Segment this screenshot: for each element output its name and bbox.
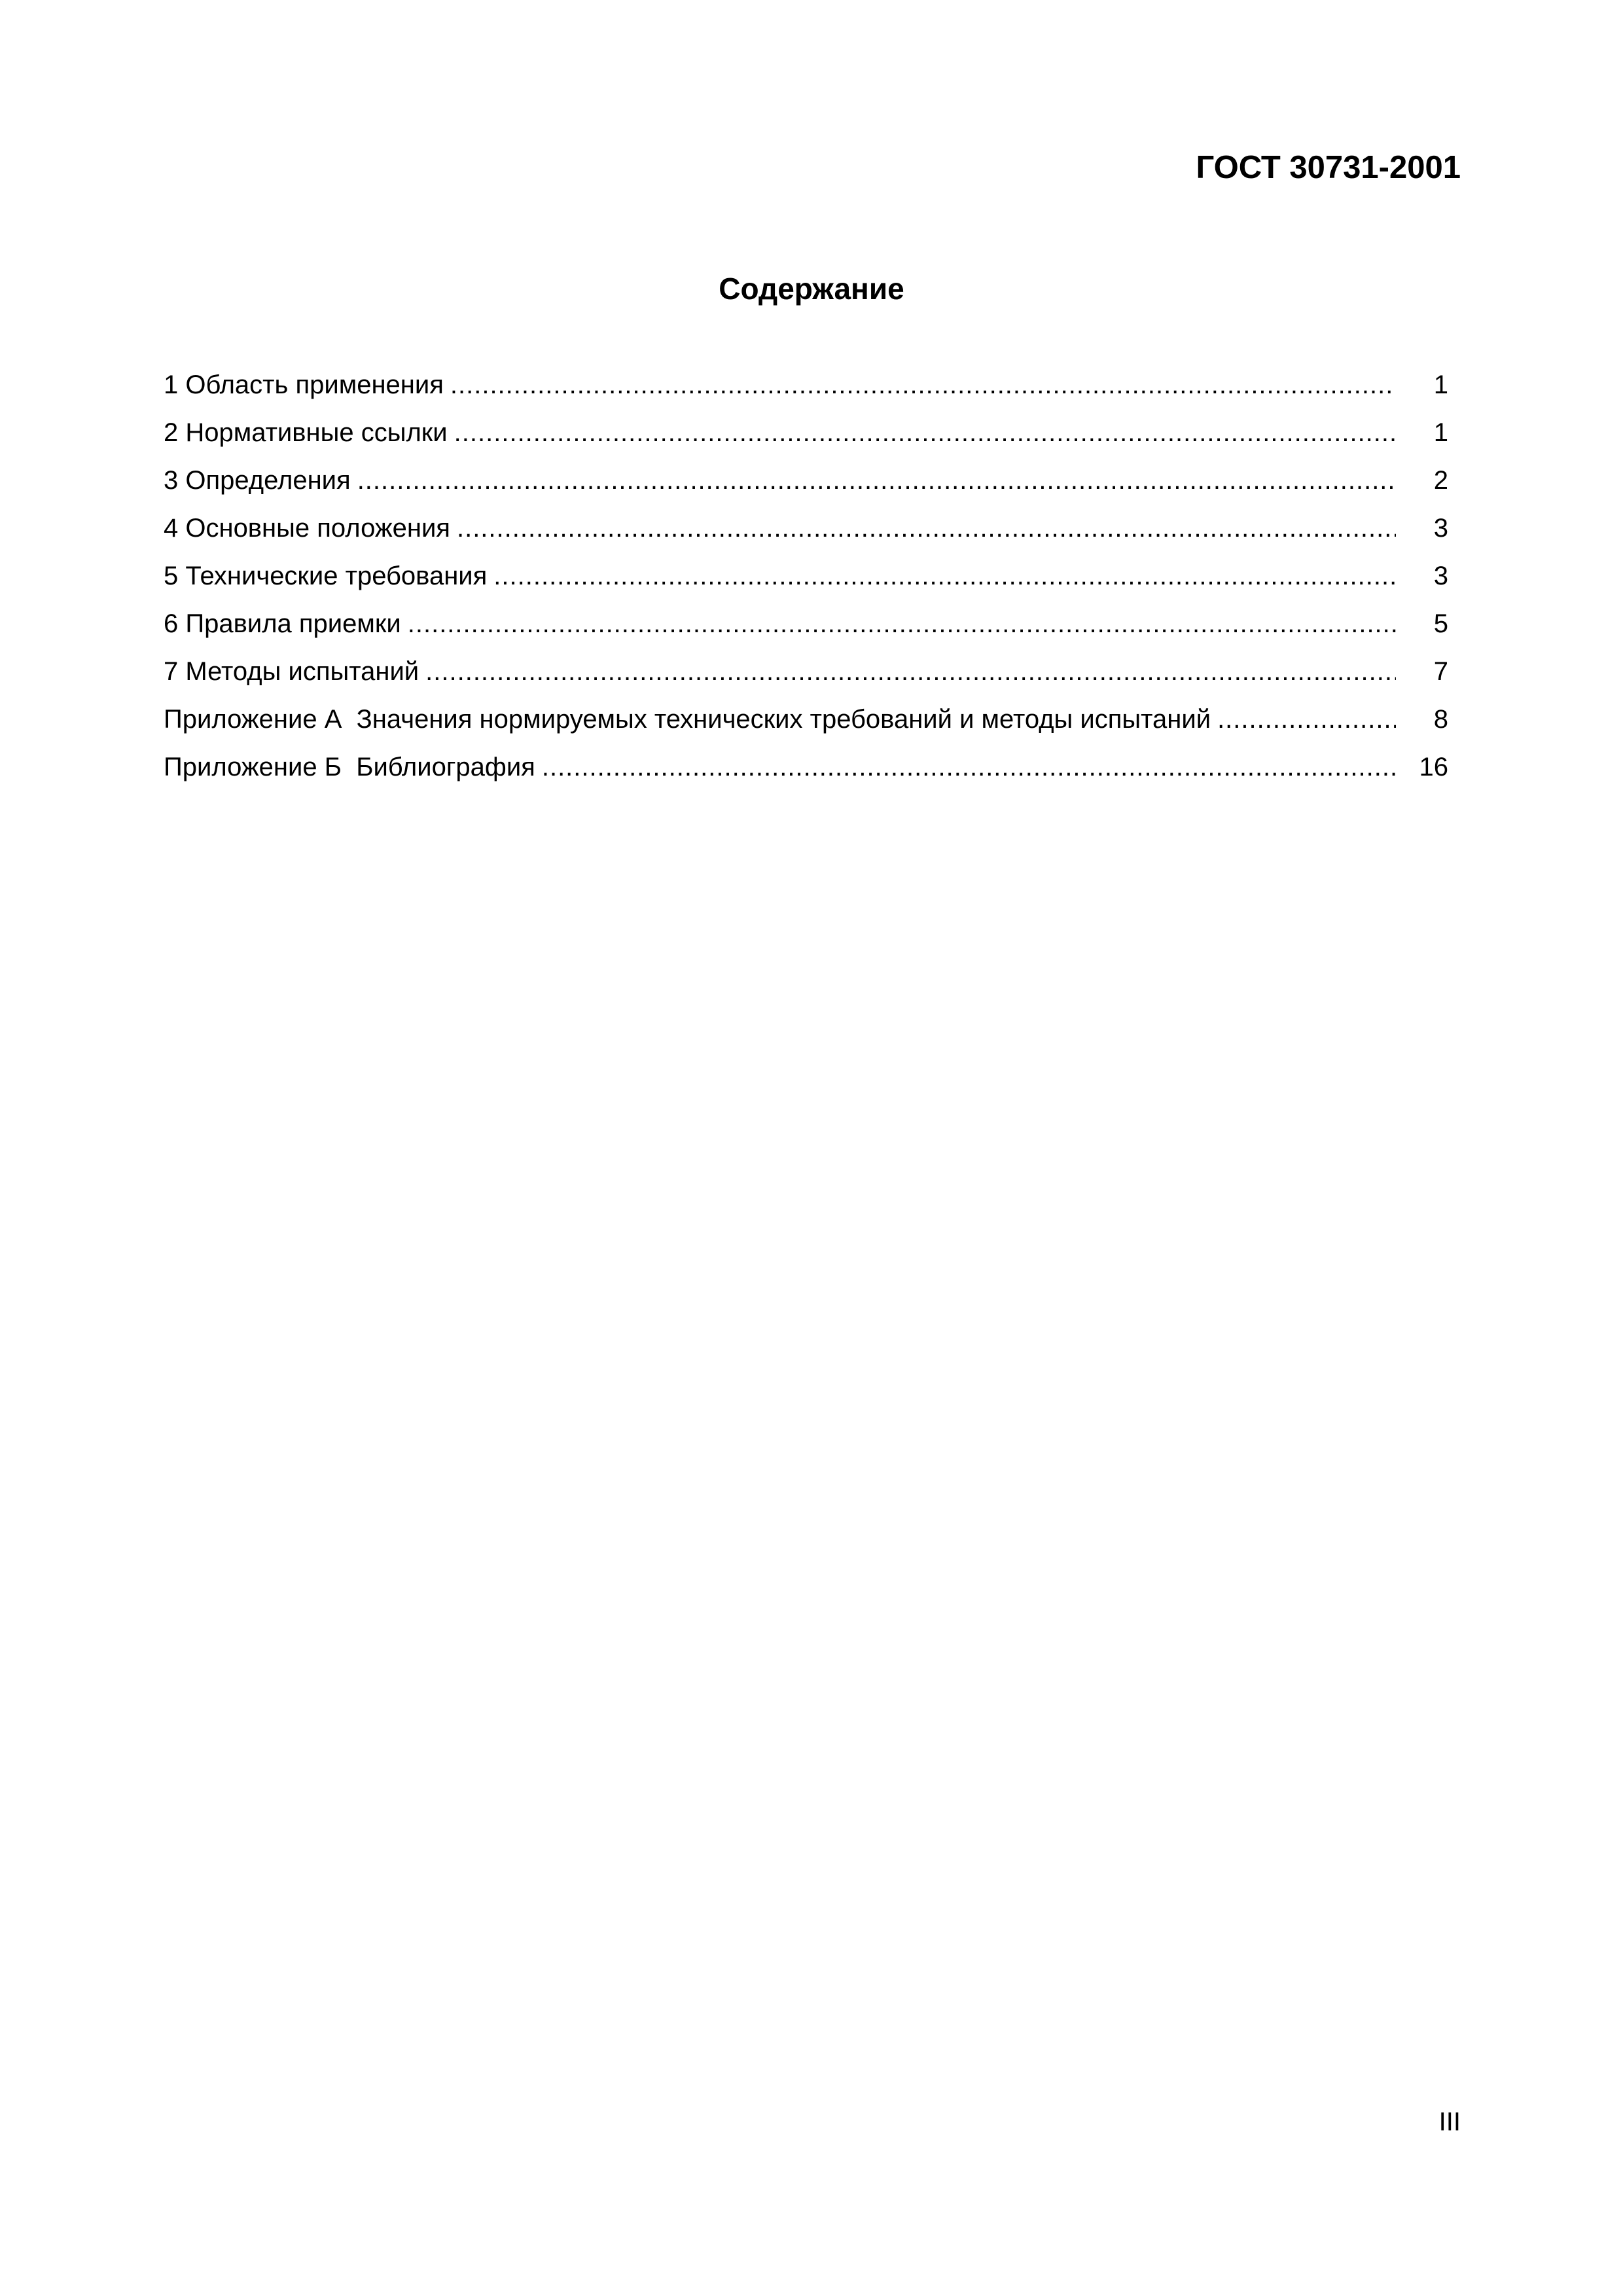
toc-entry-label: Приложение А Значения нормируемых технических требований и методы испытаний xyxy=(164,705,1211,734)
toc-entry-label: 7 Методы испытаний xyxy=(164,657,419,686)
toc-entry-page: 3 xyxy=(1433,562,1448,590)
toc-entry[interactable] xyxy=(164,658,1448,706)
toc-entry-page: 8 xyxy=(1433,705,1448,734)
toc-entry-label: Приложение Б Библиография xyxy=(164,753,535,781)
toc-entry[interactable] xyxy=(164,706,1448,754)
table-of-contents xyxy=(164,372,1448,802)
toc-entry-label: 1 Область применения xyxy=(164,370,444,399)
toc-entry[interactable] xyxy=(164,611,1448,658)
toc-entry-page: 3 xyxy=(1433,514,1448,543)
toc-leader-dots xyxy=(542,754,1396,780)
toc-leader-dots xyxy=(408,611,1396,637)
toc-leader-dots xyxy=(454,420,1396,446)
toc-leader-dots xyxy=(357,467,1396,493)
toc-entry[interactable] xyxy=(164,515,1448,563)
toc-entry[interactable] xyxy=(164,467,1448,515)
toc-leader-dots xyxy=(493,563,1396,589)
toc-title: Содержание xyxy=(719,272,904,306)
toc-leader-dots xyxy=(1217,706,1396,732)
toc-entry-label: 2 Нормативные ссылки xyxy=(164,418,448,447)
toc-entry-label: 4 Основные положения xyxy=(164,514,450,543)
toc-entry-page: 5 xyxy=(1433,609,1448,638)
document-code: ГОСТ 30731-2001 xyxy=(1196,150,1461,185)
toc-entry-page: 16 xyxy=(1419,753,1448,781)
toc-entry-page: 7 xyxy=(1433,657,1448,686)
page-number: III xyxy=(1438,2108,1461,2136)
toc-entry[interactable] xyxy=(164,372,1448,420)
toc-entry-page: 2 xyxy=(1433,466,1448,495)
toc-entry[interactable] xyxy=(164,563,1448,611)
toc-entry-label: 5 Технические требования xyxy=(164,562,488,590)
toc-leader-dots xyxy=(450,372,1396,398)
toc-leader-dots xyxy=(425,658,1396,685)
toc-entry[interactable] xyxy=(164,420,1448,467)
toc-leader-dots xyxy=(457,515,1396,541)
toc-entry-page: 1 xyxy=(1433,370,1448,399)
toc-entry[interactable] xyxy=(164,754,1448,802)
toc-entry-label: 6 Правила приемки xyxy=(164,609,401,638)
toc-entry-page: 1 xyxy=(1433,418,1448,447)
toc-entry-label: 3 Определения xyxy=(164,466,351,495)
